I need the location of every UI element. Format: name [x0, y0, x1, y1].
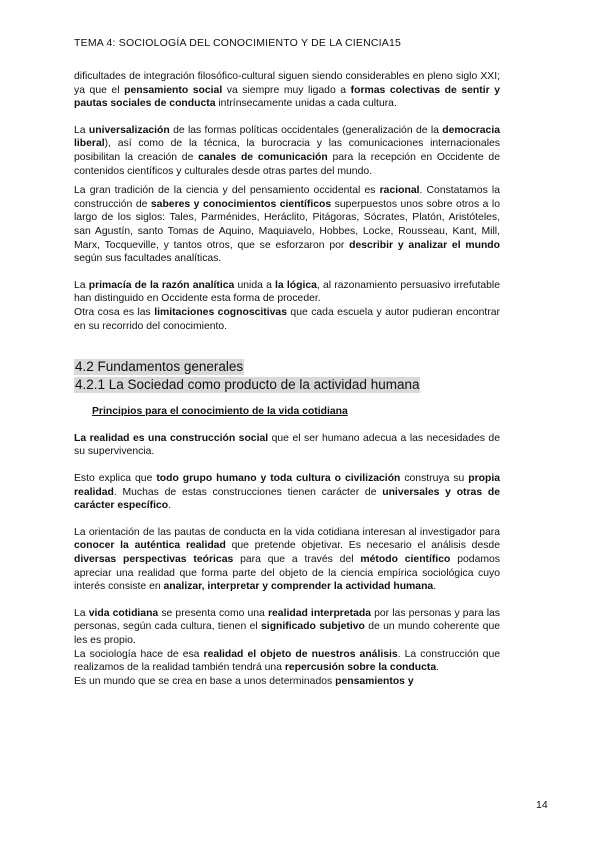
text: , al razonamiento persuasivo irrefutable han distinguido en Occidente esta forma de proceder.: [74, 279, 501, 305]
text: que el ser humano adecua a las necesidades de su supervivencia.: [74, 432, 500, 458]
text: La: [74, 607, 89, 619]
bold-text: describir y analizar el mundo: [349, 239, 500, 251]
bold-text: significado subjetivo: [261, 621, 365, 633]
text: según sus facultades analíticas.: [74, 253, 222, 265]
bold-text: pensamientos y: [335, 675, 414, 687]
text: de las formas políticas occidentales (generalización de la: [169, 124, 443, 136]
text: va siempre muy ligado a: [222, 84, 351, 96]
text: .: [433, 581, 437, 593]
bold-text: diversas perspectivas teóricas: [74, 554, 234, 566]
paragraph-11: [74, 675, 500, 689]
bold-text: pensamiento social: [124, 84, 223, 96]
section-heading: 4.2 Fundamentos generales: [75, 359, 244, 375]
text: La orientación de las pautas de conducta en la vida cotidiana interesan al investigador para: [74, 526, 500, 538]
bold-text: conocer la auténtica realidad: [74, 540, 226, 552]
bold-text: la lógica: [275, 279, 317, 291]
text: Esto explica que: [74, 473, 157, 485]
text: dificultades de integración filosófico-cultural siguen siendo considerables en pleno siglo XXI; ya que el: [74, 71, 500, 96]
paragraph-6: [74, 432, 500, 459]
text: Otra cosa es las: [74, 306, 155, 318]
bold-text: saberes y conocimientos científicos: [150, 198, 332, 210]
paragraph-5: [74, 306, 500, 333]
text: para la recepción en Occidente de contenidos científicos y culturales desde otras partes del mundo.: [74, 151, 500, 177]
bold-text: primacía de la razón analítica: [88, 279, 235, 291]
text: para que a través del: [233, 554, 361, 566]
bold-text: formas colectivas de sentir y pautas sociales de conducta: [74, 84, 500, 110]
bold-text: todo grupo humano y toda cultura o civilización: [156, 473, 401, 485]
paragraph-4: [74, 279, 500, 306]
text: por las personas y para las personas, según cada cultura, tienen el: [74, 607, 501, 633]
subsection-heading: 4.2.1 La Sociedad como producto de la actividad humana: [75, 376, 420, 392]
text: Es un mundo que se crea en base a unos determinados: [74, 675, 336, 687]
text: unida a: [234, 279, 276, 291]
bold-text: repercusión sobre la conducta: [284, 662, 437, 674]
text: construya su: [400, 473, 469, 485]
bold-text: realidad interpretada: [267, 607, 371, 619]
text: ), así como de la técnica, la burocracia y las comunicaciones internacionales posibilitan la creación de: [74, 138, 500, 163]
bold-text: universalización: [88, 124, 170, 136]
paragraph-9: [74, 607, 500, 648]
text: La: [74, 279, 89, 291]
document-body: [74, 70, 500, 688]
text: . Constatamos la construcción de: [74, 185, 500, 210]
paragraph-7: [74, 472, 500, 513]
bold-text: La realidad es una construcción social: [74, 432, 269, 444]
text: intrínsecamente unidas a cada cultura.: [215, 98, 397, 110]
text: .: [168, 500, 172, 512]
bold-text: propia realidad: [74, 473, 501, 498]
paragraph-1: [74, 70, 500, 111]
bold-text: analizar, interpretar y comprender la actividad humana: [163, 581, 434, 593]
text: de un mundo coherente que les es propio.: [74, 621, 501, 646]
page-number: 14: [536, 799, 548, 811]
bold-text: método científico: [360, 554, 451, 566]
bold-text: universales y otras de carácter específico: [74, 486, 500, 512]
bold-text: racional: [379, 185, 420, 197]
text: superpuestos unos sobre otros a lo largo de los siglos: Tales, Parménides, Heráclito, Pitágoras, Sócrates, Platón, Aristóteles, san Agustín, santo Tomas de Aquino, Maquiavelo, Hobbes, Locke, Rousseau, Kant, Mill, Marx, Tocqueville, y tantos otros, que se esforzaron por: [74, 198, 500, 251]
bold-text: realidad el objeto de nuestros análisis: [203, 648, 398, 660]
text: que pretende objetivar. Es necesario el análisis desde: [225, 540, 500, 552]
underlined-subheading: Principios para el conocimiento de la vida cotidiana: [92, 406, 348, 418]
text: .: [436, 662, 440, 674]
text: que cada escuela y autor pudieran encontrar en su recorrido del conocimiento.: [74, 306, 500, 332]
bold-text: vida cotidiana: [88, 607, 159, 619]
bold-text: canales de comunicación: [198, 151, 328, 163]
text: La gran tradición de la ciencia y del pensamiento occidental es: [74, 185, 380, 197]
bold-text: limitaciones cognoscitivas: [154, 306, 287, 318]
text: se presenta como una: [158, 607, 268, 619]
text: La sociología hace de esa: [74, 648, 204, 660]
text: . La construcción que realizamos de la realidad también tendrá una: [74, 648, 501, 674]
text: La: [74, 124, 89, 136]
paragraph-8: [74, 526, 500, 594]
paragraph-2: [74, 124, 500, 178]
paragraph-10: [74, 648, 500, 675]
text: podamos apreciar una realidad que forma parte del objeto de la ciencia empírica sociológica cuyo interés consiste en: [74, 554, 500, 593]
paragraph-3: [74, 184, 500, 266]
page-header: TEMA 4: SOCIOLOGÍA DEL CONOCIMIENTO Y DE LA CIENCIA15: [74, 37, 402, 49]
bold-text: democracia liberal: [74, 124, 500, 150]
text: . Muchas de estas construcciones tienen carácter de: [113, 486, 383, 498]
